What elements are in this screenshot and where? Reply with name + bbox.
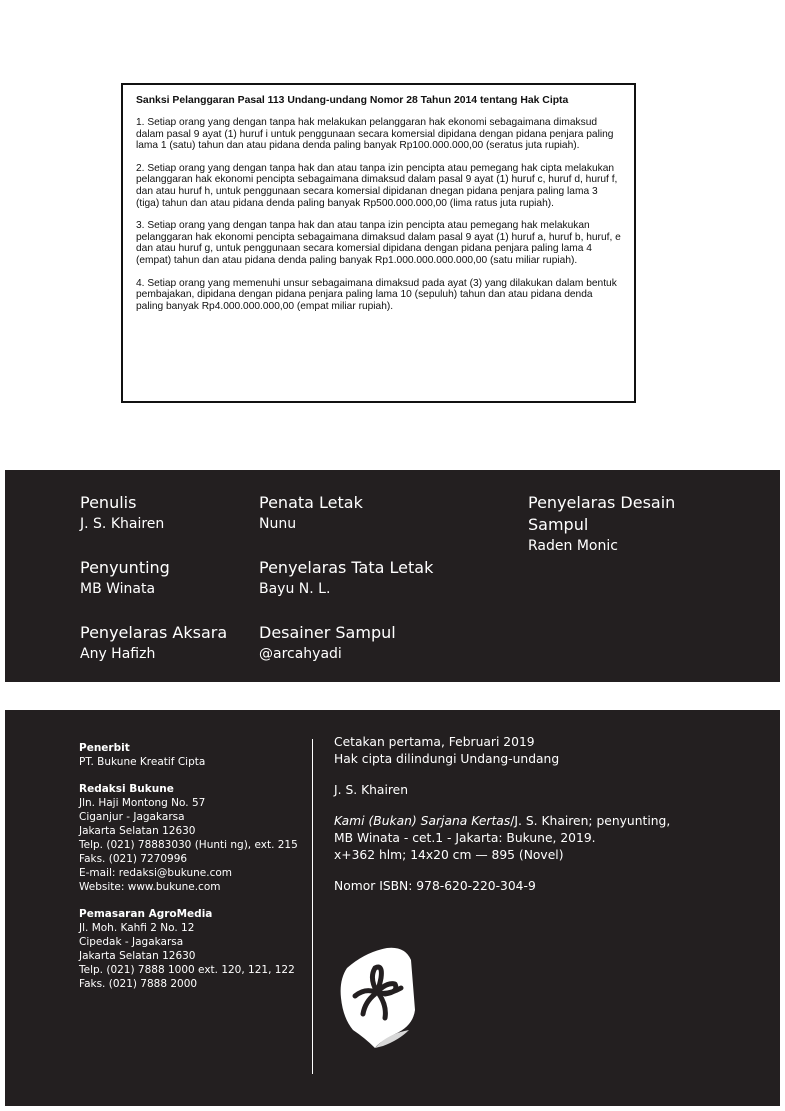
credit-role: Penyunting [80, 558, 170, 577]
publisher-info [79, 741, 304, 1004]
credit-role: Penulis [80, 493, 137, 512]
pemasaran-address-line: Cipedak - Jagakarsa [79, 936, 184, 948]
redaksi-heading: Redaksi Bukune [79, 783, 174, 795]
redaksi-phone: Telp. (021) 78883030 (Hunti ng), ext. 215 [79, 839, 298, 851]
catalog-author-editor: /J. S. Khairen; penyunting, [510, 814, 671, 828]
pemasaran-heading: Pemasaran AgroMedia [79, 908, 213, 920]
copyright-sanction-box [121, 83, 636, 403]
credit-desainer-sampul [259, 622, 396, 664]
pemasaran-address-line: Jl. Moh. Kahfi 2 No. 12 [79, 922, 195, 934]
sanction-item-2: 2. Setiap orang yang dengan tanpa hak dan atau tanpa izin pencipta atau pemegang hak cipta melakukan pelanggaran hak ekonomi pencipta sebagaimana dimaksud dalam pasal 9 ayat (1) huruf c, huruf d, huruf f, dan atau huruf h, untuk penggunaan secara komersial dipidanan dnegan pidana penjara paling lama 3 (tiga) tahun dan atau pidana denda paling banyak Rp500.000.000,00 (lima ratus juta rupiah). [136, 162, 618, 209]
credit-name: @arcahyadi [259, 646, 342, 662]
credit-penyelaras-tata-letak [259, 557, 433, 599]
credit-role: Desainer Sampul [259, 623, 396, 642]
sanction-item-1: 1. Setiap orang yang dengan tanpa hak melakukan pelanggaran hak ekonomi sebagaimana dimaksud dalam pasal 9 ayat (1) huruf i untuk penggunaan secara komersial dipidana dengan pidana penjara paling lama 1 (satu) tahun dan atau pidana denda paling banyak Rp100.000.000,00 (seratus juta rupiah). [136, 117, 614, 152]
catalog-book-title: Kami (Bukan) Sarjana Kertas [334, 814, 511, 828]
credit-name: Raden Monic [528, 538, 618, 554]
catalog-physical: x+362 hlm; 14x20 cm — 895 (Novel) [334, 848, 564, 862]
credit-role: Penyelaras Desain [528, 493, 676, 512]
imprint-info [334, 734, 774, 895]
credit-penulis [80, 492, 164, 534]
redaksi-block [79, 782, 304, 894]
credit-role: Penyelaras Aksara [80, 623, 228, 642]
credit-penyelaras-aksara [80, 622, 227, 664]
credit-name: Nunu [259, 516, 297, 532]
redaksi-address-line: Jakarta Selatan 12630 [79, 825, 196, 837]
credits-band [5, 470, 780, 682]
isbn-text: Nomor ISBN: 978-620-220-304-9 [334, 879, 536, 893]
credit-name: Bayu N. L. [259, 581, 331, 597]
pemasaran-fax: Faks. (021) 7888 2000 [79, 978, 198, 990]
redaksi-address-line: Jln. Haji Montong No. 57 [79, 797, 206, 809]
catalog-publication: MB Winata - cet.1 - Jakarta: Bukune, 2019. [334, 831, 596, 845]
redaksi-email: E-mail: redaksi@bukune.com [79, 867, 233, 879]
redaksi-fax: Faks. (021) 7270996 [79, 853, 188, 865]
credit-role-line-2: Sampul [528, 515, 589, 534]
imprint-band [5, 710, 780, 1106]
bukune-logo-icon [335, 938, 425, 1050]
credit-penyunting [80, 557, 170, 599]
credit-role: Penyelaras Tata Letak [259, 558, 434, 577]
penerbit-heading: Penerbit [79, 742, 130, 754]
pemasaran-phone: Telp. (021) 7888 1000 ext. 120, 121, 122 [79, 964, 295, 976]
penerbit-block [79, 741, 304, 769]
credit-penata-letak [259, 492, 363, 534]
credit-penyelaras-desain-sampul [528, 492, 675, 556]
redaksi-website: Website: www.bukune.com [79, 881, 221, 893]
catalog-entry [334, 813, 774, 864]
credit-role: Penata Letak [259, 493, 363, 512]
pemasaran-block [79, 907, 304, 991]
copyright-text: Hak cipta dilindungi Undang-undang [334, 752, 560, 766]
author-text: J. S. Khairen [334, 783, 409, 797]
edition-text: Cetakan pertama, Februari 2019 [334, 735, 535, 749]
vertical-divider [312, 739, 313, 1074]
credit-name: Any Hafizh [80, 646, 156, 662]
credit-name: MB Winata [80, 581, 156, 597]
sanction-item-4: 4. Setiap orang yang memenuhi unsur sebagaimana dimaksud pada ayat (3) yang dilakukan dalam bentuk pembajakan, dipidana dengan pidana penjara paling lama 10 (sepuluh) tahun dan atau pidana denda paling banyak Rp4.000.000.000,00 (empat miliar rupiah). [136, 277, 617, 312]
redaksi-address-line: Ciganjur - Jagakarsa [79, 811, 185, 823]
sanction-item-3: 3. Setiap orang yang dengan tanpa hak dan atau tanpa izin pencipta atau pemegang hak melakukan pelanggaran hak ekonomi pencipta sebagaimana dimaksud dalam pasal 9 ayat (1) huruf a, huruf b, huruf, e dan atau huruf g, untuk penggunaan secara komersial dipidana dengan pidana penjara paling lama 4 (empat) tahun dan atau pidana denda paling banyak Rp1.000.000.000.000,00 (satu miliar rupiah). [136, 220, 621, 266]
penerbit-name: PT. Bukune Kreatif Cipta [79, 756, 206, 768]
sanction-title: Sanksi Pelanggaran Pasal 113 Undang-undang Nomor 28 Tahun 2014 tentang Hak Cipta [136, 95, 569, 106]
pemasaran-address-line: Jakarta Selatan 12630 [79, 950, 196, 962]
credit-name: J. S. Khairen [80, 516, 165, 532]
